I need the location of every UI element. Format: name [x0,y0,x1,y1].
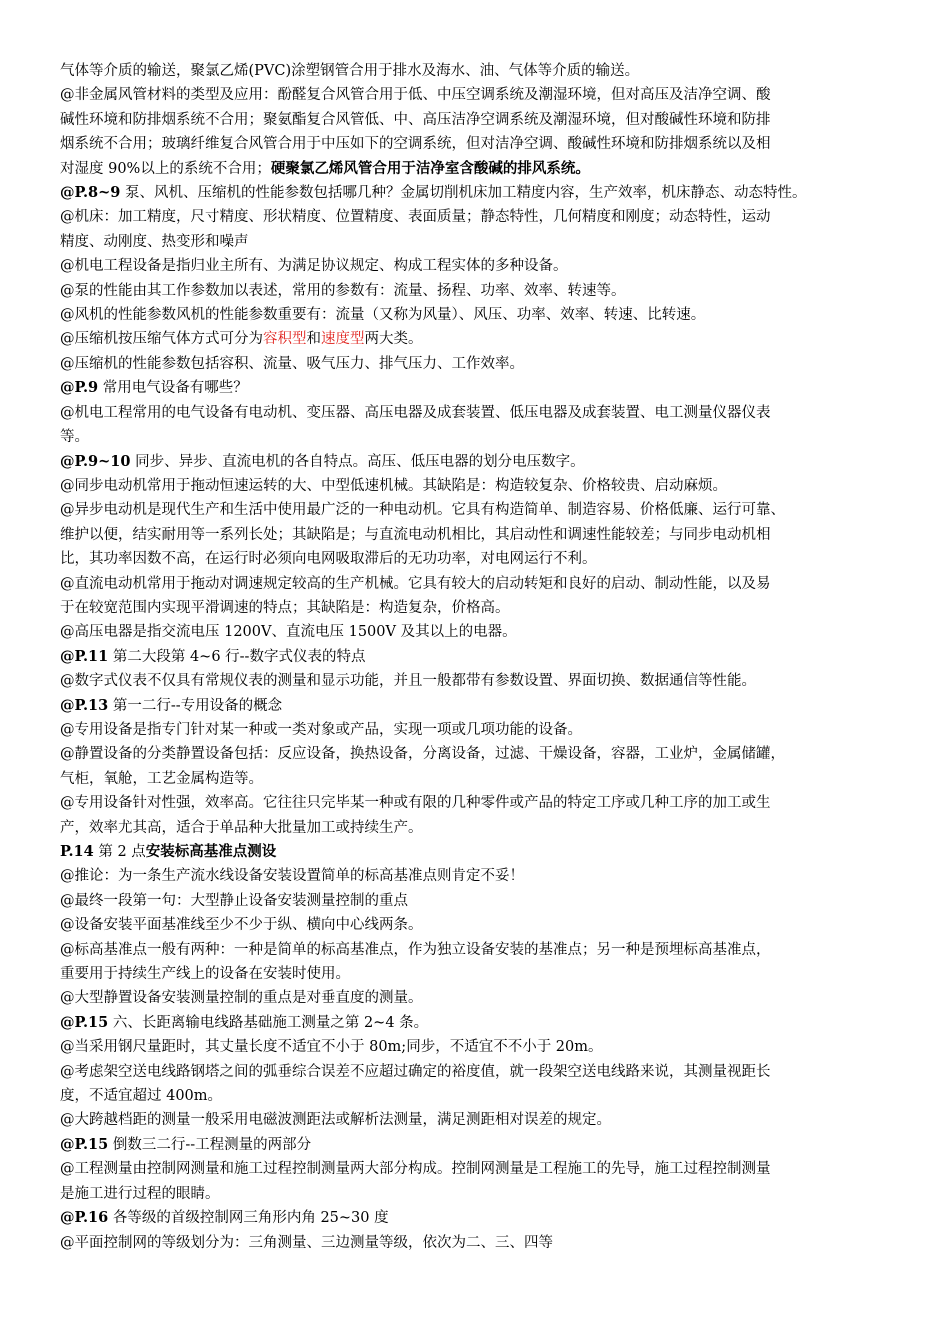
text-line [60,718,910,742]
paragraph [60,938,910,987]
bold-text: @P.9~10 [60,452,131,470]
text-line [60,572,910,596]
text-run: 对湿度 90%以上的系统不合用； [60,160,271,177]
text-line [60,1206,910,1230]
document-body [60,59,910,1255]
text-run: 六、长距离输电线路基础施工测量之第 2~4 条。 [108,1014,429,1031]
text-line [60,791,910,815]
text-run: 等。 [60,429,89,446]
text-line [60,1182,910,1206]
text-run: @推论：为一条生产流水线设备安装设置简单的标高基准点则肯定不妥！ [60,868,524,885]
text-run: @专用设备是指专门针对某一种或一类对象或产品，实现一项或几项功能的设备。 [60,721,582,738]
text-line [60,108,910,132]
text-line [60,401,910,425]
text-line [60,620,910,644]
text-line [60,742,910,766]
text-run: @风机的性能参数风机的性能参数重要有：流量（又称为风量）、风压、功率、效率、转速、比转速。 [60,307,706,324]
text-run: 精度、动刚度、热变形和噪声 [60,233,249,250]
paragraph [60,181,910,205]
text-line [60,1084,910,1108]
text-line [60,425,910,449]
text-line [60,450,910,474]
text-line [60,864,910,888]
paragraph [60,840,910,864]
text-run: @压缩机按压缩气体方式可分为 [60,331,263,348]
text-run: 气柜，氧舱，工艺金属构造等。 [60,770,263,787]
text-run: @数字式仪表不仅具有常规仪表的测量和显示功能，并且一般都带有参数设置、界面切换、数据通信等性能。 [60,673,756,690]
paragraph [60,669,910,693]
text-line [60,669,910,693]
text-run: 同步、异步、直流电机的各自特点。高压、低压电器的划分电压数字。 [130,453,585,470]
text-line [60,913,910,937]
text-run: @非金属风管材料的类型及应用：酚醛复合风管合用于低、中压空调系统及潮湿环境，但对高压及洁净空调、酸 [60,87,771,104]
text-line [60,1060,910,1084]
text-run: 气体等介质的输送，聚氯乙烯(PVC)涂塑钢管合用于排水及海水、油、气体等介质的输送。 [60,63,640,79]
text-line [60,254,910,278]
text-run: @机床：加工精度，尺寸精度、形状精度、位置精度、表面质量；静态特性，几何精度和刚度；动态特性，运动 [60,209,771,226]
paragraph [60,1231,910,1255]
paragraph [60,986,910,1010]
paragraph [60,864,910,888]
paragraph [60,205,910,254]
text-run: @工程测量由控制网测量和施工过程控制测量两大部分构成。控制网测量是工程施工的先导，施工过程控制测量 [60,1161,771,1178]
bold-text: @P.15 [60,1013,109,1031]
paragraph [60,401,910,450]
text-line [60,132,910,156]
text-run: @专用设备针对性强，效率高。它往往只完毕某一种或有限的几种零件或产品的特定工序或几种工序的加工或生 [60,795,771,812]
text-run: @机电工程设备是指归业主所有、为满足协议规定、构成工程实体的多种设备。 [60,258,568,275]
text-line [60,938,910,962]
text-run: @压缩机的性能参数包括容积、流量、吸气压力、排气压力、工作效率。 [60,355,524,372]
text-line [60,523,910,547]
paragraph [60,279,910,303]
text-run: 是施工进行过程的眼睛。 [60,1185,220,1202]
text-line [60,352,910,376]
text-run: 两大类。 [364,331,423,348]
text-run: @考虑架空送电线路钢塔之间的弧垂综合误差不应超过确定的裕度值，就一段架空送电线路来说，其测量视距长 [60,1063,771,1080]
text-line [60,327,910,351]
text-line [60,1157,910,1181]
highlighted-term: 容积型 [263,331,307,348]
text-run: @高压电器是指交流电压 1200V、直流电压 1500V 及其以上的电器。 [60,624,517,641]
paragraph [60,694,910,718]
text-run: 倒数三二行--工程测量的两部分 [108,1136,312,1153]
text-run: 产，效率尤其高，适合于单品种大批量加工或持续生产。 [60,819,423,836]
text-run: 维护以便，结实耐用等一系列长处；其缺陷是；与直流电动机相比，其启动性和调速性能较差；与同步电动机相 [60,526,771,543]
text-line [60,181,910,205]
paragraph [60,59,910,83]
text-run: 常用电气设备有哪些？ [98,380,248,397]
text-line [60,376,910,400]
text-run: @最终一段第一句：大型静止设备安装测量控制的重点 [60,892,408,909]
text-run: 比，其功率因数不高，在运行时必须向电网吸取滞后的无功功率，对电网运行不利。 [60,551,597,568]
text-line [60,230,910,254]
paragraph [60,83,910,181]
paragraph [60,1206,910,1230]
paragraph [60,498,910,571]
paragraph [60,620,910,644]
paragraph [60,254,910,278]
text-run: 于在较宽范围内实现平滑调速的特点；其缺陷是：构造复杂，价格高。 [60,599,510,616]
text-run: 碱性环境和防排烟系统不合用；聚氨酯复合风管低、中、高压洁净空调系统及潮湿环境，但对酸碱性环境和防排 [60,111,771,128]
bold-text: @P.11 [60,647,109,665]
text-run: @静置设备的分类静置设备包括：反应设备，换热设备，分离设备，过滤、干燥设备，容器，工业炉，金属储罐， [60,746,785,763]
bold-text: @P.13 [60,696,109,714]
text-line [60,205,910,229]
bold-text: 安装标高基准点测设 [145,843,277,860]
text-run: @大跨越档距的测量一般采用电磁波测距法或解析法测量，满足测距相对误差的规定。 [60,1112,611,1129]
text-line [60,83,910,107]
text-line [60,1231,910,1255]
text-run: @泵的性能由其工作参数加以表述，常用的参数有：流量、扬程、功率、效率、转速等。 [60,282,626,299]
bold-text: 硬聚氯乙烯风管合用于洁净室含酸碱的排风系统。 [270,159,590,177]
paragraph [60,1011,910,1035]
text-line [60,1035,910,1059]
paragraph [60,718,910,742]
paragraph [60,450,910,474]
text-line [60,962,910,986]
paragraph [60,889,910,913]
text-line [60,498,910,522]
bold-text: @P.8~9 [60,184,121,202]
text-line [60,645,910,669]
text-line [60,303,910,327]
text-run: @平面控制网的等级划分为：三角测量、三边测量等级，依次为二、三、四等 [60,1234,553,1251]
paragraph [60,645,910,669]
paragraph [60,1060,910,1109]
paragraph [60,1108,910,1132]
bold-text: P.14 [60,843,94,860]
text-line [60,767,910,791]
text-line [60,840,910,864]
paragraph [60,572,910,621]
text-run: @设备安装平面基准线至少不少于纵、横向中心线两条。 [60,917,423,934]
text-line [60,547,910,571]
text-line [60,59,910,83]
paragraph [60,742,910,791]
text-run: @异步电动机是现代生产和生活中使用最广泛的一种电动机。它具有构造简单、制造容易、价格低廉、运行可靠、 [60,502,785,519]
text-line [60,694,910,718]
paragraph [60,327,910,351]
text-run: @同步电动机常用于拖动恒速运转的大、中型低速机械。其缺陷是：构造较复杂、价格较贵、启动麻烦。 [60,477,727,494]
paragraph [60,1157,910,1206]
paragraph [60,791,910,840]
paragraph [60,376,910,400]
bold-text: @P.16 [60,1209,109,1227]
paragraph [60,474,910,498]
text-line [60,816,910,840]
text-line [60,1133,910,1157]
text-line [60,157,910,181]
text-run: @大型静置设备安装测量控制的重点是对垂直度的测量。 [60,990,423,1007]
bold-text: @P.15 [60,1135,109,1153]
text-line [60,474,910,498]
text-run: 第二大段第 4~6 行--数字式仪表的特点 [108,648,366,665]
text-run: @直流电动机常用于拖动对调速规定较高的生产机械。它具有较大的启动转矩和良好的启动、制动性能，以及易 [60,575,771,592]
text-run: 第 2 点 [93,844,146,860]
highlighted-term: 速度型 [321,331,365,348]
text-line [60,1108,910,1132]
text-run: @标高基准点一般有两种：一种是简单的标高基准点，作为独立设备安装的基准点；另一种是预埋标高基准点， [60,941,771,958]
text-run: 度，不适宜超过 400m。 [60,1088,223,1105]
paragraph [60,352,910,376]
paragraph [60,913,910,937]
paragraph [60,1035,910,1059]
text-run: 烟系统不合用；玻璃纤维复合风管合用于中压如下的空调系统，但对洁净空调、酸碱性环境和防排烟系统以及相 [60,136,771,153]
bold-text: @P.9 [60,379,99,397]
text-run: 泵、风机、压缩机的性能参数包括哪几种？金属切削机床加工精度内容，生产效率，机床静态、动态特性。 [120,185,807,202]
text-run: @当采用钢尺量距时，其丈量长度不适宜不小于 80m;同步，不适宜不不小于 20m。 [60,1039,603,1056]
text-run: 和 [306,331,321,348]
text-line [60,1011,910,1035]
text-run: 第一二行--专用设备的概念 [108,697,283,714]
text-run: 重要用于持续生产线上的设备在安装时使用。 [60,966,350,983]
text-run: 各等级的首级控制网三角形内角 25~30 度 [108,1210,389,1227]
paragraph [60,303,910,327]
text-line [60,889,910,913]
text-line [60,596,910,620]
text-line [60,279,910,303]
paragraph [60,1133,910,1157]
text-line [60,986,910,1010]
text-run: @机电工程常用的电气设备有电动机、变压器、高压电器及成套装置、低压电器及成套装置、电工测量仪器仪表 [60,404,771,421]
